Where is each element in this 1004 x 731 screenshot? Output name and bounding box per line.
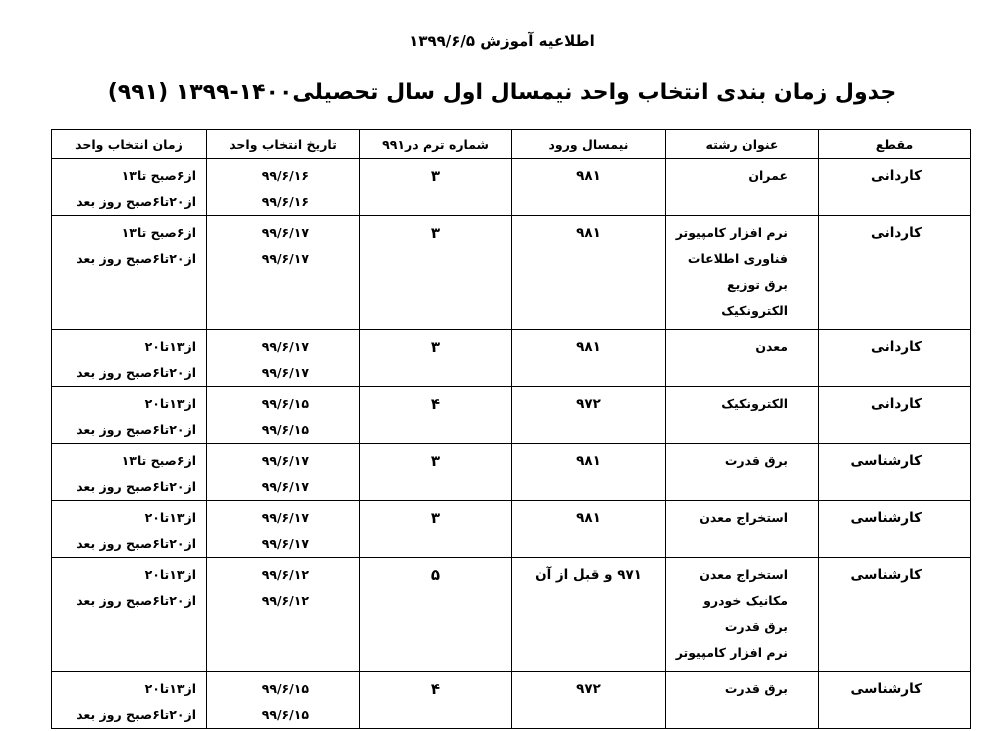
selection-time: از۲۰تا۶صبح روز بعد [76, 251, 196, 266]
major-name: برق قدرت [724, 453, 788, 468]
entry-semester-value: ۹۸۱ [576, 225, 601, 241]
selection-date-cell [207, 501, 360, 558]
table-row [52, 672, 971, 729]
selection-date: ۹۹/۶/۱۶ [261, 194, 309, 209]
major-name: استخراج معدن [699, 510, 788, 525]
major-name: نرم افزار کامپیوتر [675, 645, 788, 660]
table-row [52, 444, 971, 501]
selection-date: ۹۹/۶/۱۶ [261, 168, 309, 183]
entry-semester-value: ۹۸۱ [576, 510, 601, 526]
level-cell [819, 501, 971, 558]
major-name: مکانیک خودرو [703, 593, 788, 608]
major-name: برق قدرت [724, 619, 788, 634]
selection-date: ۹۹/۶/۱۲ [261, 593, 309, 608]
selection-date: ۹۹/۶/۱۷ [261, 365, 309, 380]
entry-semester-cell [512, 387, 666, 444]
selection-time: از۶صبح تا۱۳ [121, 225, 196, 240]
selection-time-cell [52, 216, 207, 330]
major-name: برق توزیع [727, 277, 788, 292]
selection-time: از۲۰تا۶صبح روز بعد [76, 365, 196, 380]
table-row [52, 501, 971, 558]
table-row [52, 330, 971, 387]
selection-time: از۱۳تا۲۰ [144, 567, 196, 582]
term-number-value: ۴ [430, 395, 441, 413]
major-cell [666, 387, 819, 444]
term-number-cell [360, 558, 512, 672]
major-cell [666, 330, 819, 387]
major-name: استخراج معدن [699, 567, 788, 582]
major-name: نرم افزار کامپیوتر [675, 225, 788, 240]
level-cell [819, 216, 971, 330]
selection-time-cell [52, 387, 207, 444]
col-header-selection-time: زمان انتخاب واحد [52, 130, 207, 159]
term-number-value: ۴ [430, 680, 441, 698]
col-header-major: عنوان رشته [666, 130, 819, 159]
selection-date: ۹۹/۶/۱۵ [261, 681, 309, 696]
selection-date-cell [207, 444, 360, 501]
selection-date-cell [207, 330, 360, 387]
entry-semester-cell [512, 216, 666, 330]
table-row [52, 387, 971, 444]
major-name: برق قدرت [724, 681, 788, 696]
term-number-value: ۵ [430, 566, 441, 584]
selection-time-cell [52, 444, 207, 501]
selection-date-cell [207, 159, 360, 216]
selection-date: ۹۹/۶/۱۷ [261, 510, 309, 525]
term-number-value: ۳ [430, 224, 441, 242]
col-header-level: مقطع [819, 130, 971, 159]
term-number-cell [360, 501, 512, 558]
term-number-value: ۳ [430, 338, 441, 356]
selection-time: از۲۰تا۶صبح روز بعد [76, 707, 196, 722]
major-cell [666, 672, 819, 729]
selection-date: ۹۹/۶/۱۷ [261, 453, 309, 468]
term-number-cell [360, 330, 512, 387]
entry-semester-value: ۹۸۱ [576, 339, 601, 355]
schedule-table [51, 129, 971, 729]
level-cell [819, 159, 971, 216]
level-text: کاردانی [871, 168, 922, 184]
page-title: جدول زمان بندی انتخاب واحد نیمسال اول سال تحصیلی۱۴۰۰-۱۳۹۹ (۹۹۱) [107, 80, 897, 105]
selection-date: ۹۹/۶/۱۵ [261, 707, 309, 722]
level-cell [819, 387, 971, 444]
col-header-selection-date: تاریخ انتخاب واحد [207, 130, 360, 159]
entry-semester-value: ۹۸۱ [576, 453, 601, 469]
selection-date: ۹۹/۶/۱۷ [261, 339, 309, 354]
major-cell [666, 444, 819, 501]
table-row [52, 558, 971, 672]
level-cell [819, 672, 971, 729]
term-number-value: ۳ [430, 167, 441, 185]
term-number-value: ۳ [430, 452, 441, 470]
selection-time: از۲۰تا۶صبح روز بعد [76, 536, 196, 551]
level-text: کارشناسی [850, 510, 922, 526]
entry-semester-value: ۹۷۱ و قبل از آن [535, 567, 642, 583]
major-name: الکترونکیک [721, 396, 788, 411]
table-row [52, 216, 971, 330]
selection-date: ۹۹/۶/۱۷ [261, 479, 309, 494]
selection-time: از۱۳تا۲۰ [144, 396, 196, 411]
col-header-entry-semester: نیمسال ورود [512, 130, 666, 159]
term-number-value: ۳ [430, 509, 441, 527]
selection-time: از۱۳تا۲۰ [144, 510, 196, 525]
selection-date-cell [207, 558, 360, 672]
major-name: الکترونکیک [721, 303, 788, 318]
term-number-cell [360, 444, 512, 501]
entry-semester-value: ۹۷۲ [576, 396, 601, 412]
header-row [52, 130, 971, 159]
term-number-cell [360, 387, 512, 444]
entry-semester-cell [512, 501, 666, 558]
entry-semester-cell [512, 159, 666, 216]
term-number-cell [360, 216, 512, 330]
entry-semester-cell [512, 330, 666, 387]
selection-date-cell [207, 216, 360, 330]
table-row [52, 159, 971, 216]
selection-date: ۹۹/۶/۱۷ [261, 225, 309, 240]
level-cell [819, 444, 971, 501]
selection-time: از۶صبح تا۱۳ [121, 453, 196, 468]
major-name: فناوری اطلاعات [687, 251, 788, 266]
level-cell [819, 330, 971, 387]
entry-semester-value: ۹۷۲ [576, 681, 601, 697]
selection-time-cell [52, 558, 207, 672]
major-cell [666, 159, 819, 216]
selection-date: ۹۹/۶/۱۵ [261, 422, 309, 437]
entry-semester-cell [512, 558, 666, 672]
selection-time: از۲۰تا۶صبح روز بعد [76, 593, 196, 608]
level-cell [819, 558, 971, 672]
selection-time: از۱۳تا۲۰ [144, 681, 196, 696]
selection-date: ۹۹/۶/۱۲ [261, 567, 309, 582]
entry-semester-value: ۹۸۱ [576, 168, 601, 184]
selection-time-cell [52, 159, 207, 216]
entry-semester-cell [512, 672, 666, 729]
col-header-term-number: شماره ترم در۹۹۱ [360, 130, 512, 159]
major-cell [666, 216, 819, 330]
level-text: کارشناسی [850, 567, 922, 583]
entry-semester-cell [512, 444, 666, 501]
term-number-cell [360, 672, 512, 729]
selection-time-cell [52, 501, 207, 558]
notice-heading: اطلاعیه آموزش ۱۳۹۹/۶/۵ [409, 32, 595, 50]
selection-date-cell [207, 387, 360, 444]
selection-time: از۲۰تا۶صبح روز بعد [76, 479, 196, 494]
selection-time: از۲۰تا۶صبح روز بعد [76, 194, 196, 209]
major-name: معدن [755, 339, 788, 354]
selection-time-cell [52, 672, 207, 729]
selection-time: از۱۳تا۲۰ [144, 339, 196, 354]
major-cell [666, 501, 819, 558]
level-text: کاردانی [871, 225, 922, 241]
selection-date: ۹۹/۶/۱۵ [261, 396, 309, 411]
level-text: کاردانی [871, 396, 922, 412]
selection-date: ۹۹/۶/۱۷ [261, 536, 309, 551]
selection-time: از۶صبح تا۱۳ [121, 168, 196, 183]
major-cell [666, 558, 819, 672]
selection-date-cell [207, 672, 360, 729]
level-text: کارشناسی [850, 681, 922, 697]
term-number-cell [360, 159, 512, 216]
selection-time: از۲۰تا۶صبح روز بعد [76, 422, 196, 437]
level-text: کاردانی [871, 339, 922, 355]
major-name: عمران [748, 168, 788, 183]
selection-date: ۹۹/۶/۱۷ [261, 251, 309, 266]
level-text: کارشناسی [850, 453, 922, 469]
selection-time-cell [52, 330, 207, 387]
